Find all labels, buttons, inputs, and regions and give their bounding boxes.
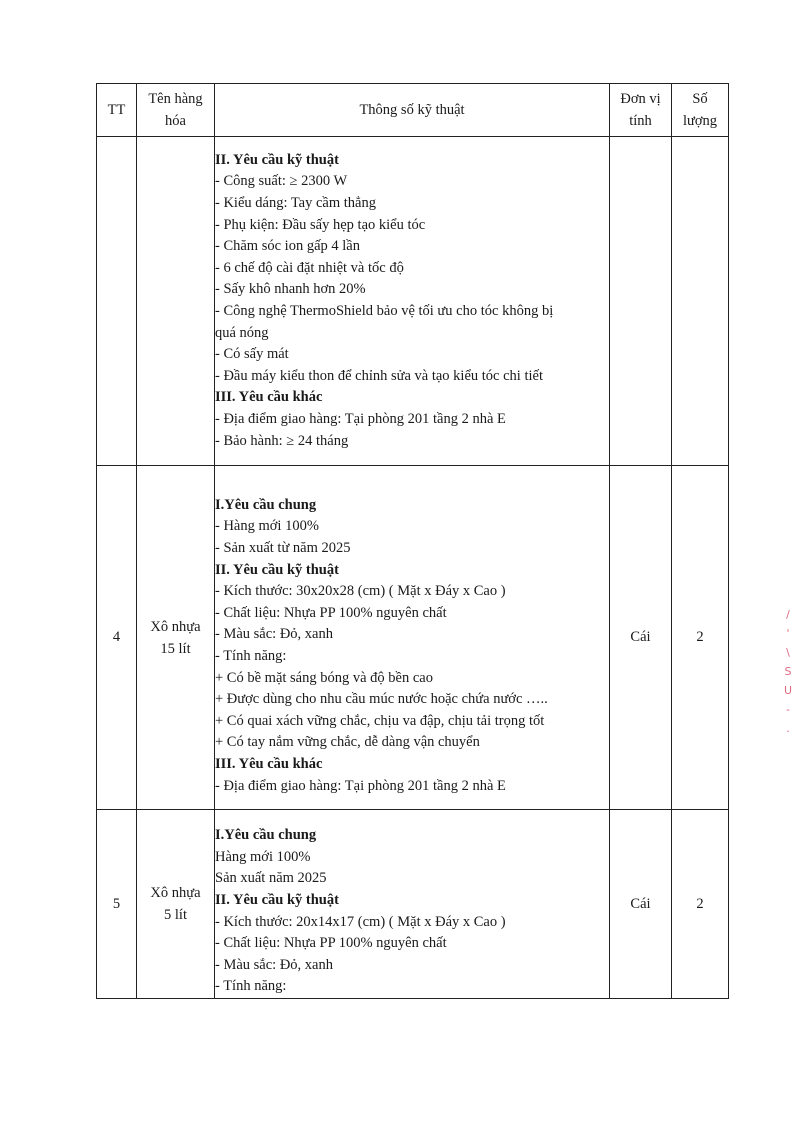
spec-section-heading: II. Yêu cầu kỹ thuật <box>215 561 339 578</box>
spec-line: - Công suất: ≥ 2300 W <box>215 173 348 190</box>
spec-line: - 6 chế độ cài đặt nhiệt và tốc độ <box>215 259 404 276</box>
spec-line: - Tính năng: <box>215 648 287 664</box>
row-quantity <box>672 137 729 466</box>
table-row <box>97 810 729 999</box>
spec-section-heading: I.Yêu cầu chung <box>215 827 317 844</box>
spec-line: + Được dùng cho nhu cầu múc nước hoặc chứa nước ….. <box>215 691 548 708</box>
row-item-name <box>137 137 215 466</box>
header-quantity: Số lượng <box>672 84 729 137</box>
spec-line: - Địa điểm giao hàng: Tại phòng 201 tầng 2 nhà E <box>215 777 506 794</box>
spec-line: - Tính năng: <box>215 978 287 995</box>
spec-line: - Hàng mới 100% <box>215 518 319 535</box>
spec-line: - Sản xuất từ năm 2025 <box>215 540 351 557</box>
table-header-row <box>97 84 729 137</box>
red-stamp-fragment: / ' \ S U - . <box>783 608 793 735</box>
row-unit <box>610 137 672 466</box>
spec-section-heading: I.Yêu cầu chung <box>215 496 317 513</box>
header-unit: Đơn vị tính <box>610 84 672 137</box>
row-specification <box>215 466 610 810</box>
spec-line: - Có sấy mát <box>215 346 289 363</box>
spec-line: - Chăm sóc ion gấp 4 lần <box>215 238 360 255</box>
spec-line: Hàng mới 100% <box>215 848 311 865</box>
spec-line: + Có tay nắm vững chắc, dễ dàng vận chuyển <box>215 734 480 751</box>
spec-section-heading: II. Yêu cầu kỹ thuật <box>215 151 339 168</box>
spec-line: quá nóng <box>215 324 269 341</box>
row-specification <box>215 137 610 466</box>
spec-line: - Bảo hành: ≥ 24 tháng <box>215 432 349 449</box>
header-specification: Thông số kỹ thuật <box>215 84 610 137</box>
row-quantity: 2 <box>672 466 729 810</box>
spec-line: - Địa điểm giao hàng: Tại phòng 201 tầng 2 nhà E <box>215 410 506 427</box>
table-row <box>97 466 729 810</box>
specification-table <box>96 83 729 999</box>
spec-section-heading: II. Yêu cầu kỹ thuật <box>215 891 339 908</box>
row-item-name: Xô nhựa 5 lít <box>137 810 215 999</box>
spec-line: - Chất liệu: Nhựa PP 100% nguyên chất <box>215 604 447 621</box>
spec-line: - Công nghệ ThermoShield bảo vệ tối ưu cho tóc không bị <box>215 303 554 319</box>
row-unit: Cái <box>610 466 672 810</box>
row-tt: 5 <box>97 810 137 999</box>
spec-line: - Chất liệu: Nhựa PP 100% nguyên chất <box>215 935 447 952</box>
row-tt: 4 <box>97 466 137 810</box>
row-unit: Cái <box>610 810 672 999</box>
row-item-name: Xô nhựa 15 lít <box>137 466 215 810</box>
spec-section-heading: III. Yêu cầu khác <box>215 389 323 406</box>
table-row <box>97 137 729 466</box>
spec-line: + Có bề mặt sáng bóng và độ bền cao <box>215 669 433 686</box>
spec-line: - Sấy khô nhanh hơn 20% <box>215 281 366 298</box>
spec-section-heading: III. Yêu cầu khác <box>215 755 323 772</box>
spec-line: - Phụ kiện: Đầu sấy hẹp tạo kiểu tóc <box>215 216 426 233</box>
spec-line: - Kiểu dáng: Tay cầm thẳng <box>215 195 376 212</box>
spec-line: - Kích thước: 30x20x28 (cm) ( Mặt x Đáy x Cao ) <box>215 583 506 600</box>
spec-line: - Đầu máy kiểu thon để chỉnh sửa và tạo kiểu tóc chi tiết <box>215 367 543 384</box>
row-tt <box>97 137 137 466</box>
header-tt: TT <box>97 84 137 137</box>
spec-line: - Kích thước: 20x14x17 (cm) ( Mặt x Đáy x Cao ) <box>215 913 506 930</box>
spec-line: + Có quai xách vững chắc, chịu va đập, chịu tải trọng tốt <box>215 712 545 729</box>
spec-line: - Màu sắc: Đỏ, xanh <box>215 956 333 973</box>
spec-line: Sản xuất năm 2025 <box>215 870 327 887</box>
row-quantity: 2 <box>672 810 729 999</box>
row-specification <box>215 810 610 999</box>
header-item-name: Tên hàng hóa <box>137 84 215 137</box>
spec-line: - Màu sắc: Đỏ, xanh <box>215 626 333 643</box>
